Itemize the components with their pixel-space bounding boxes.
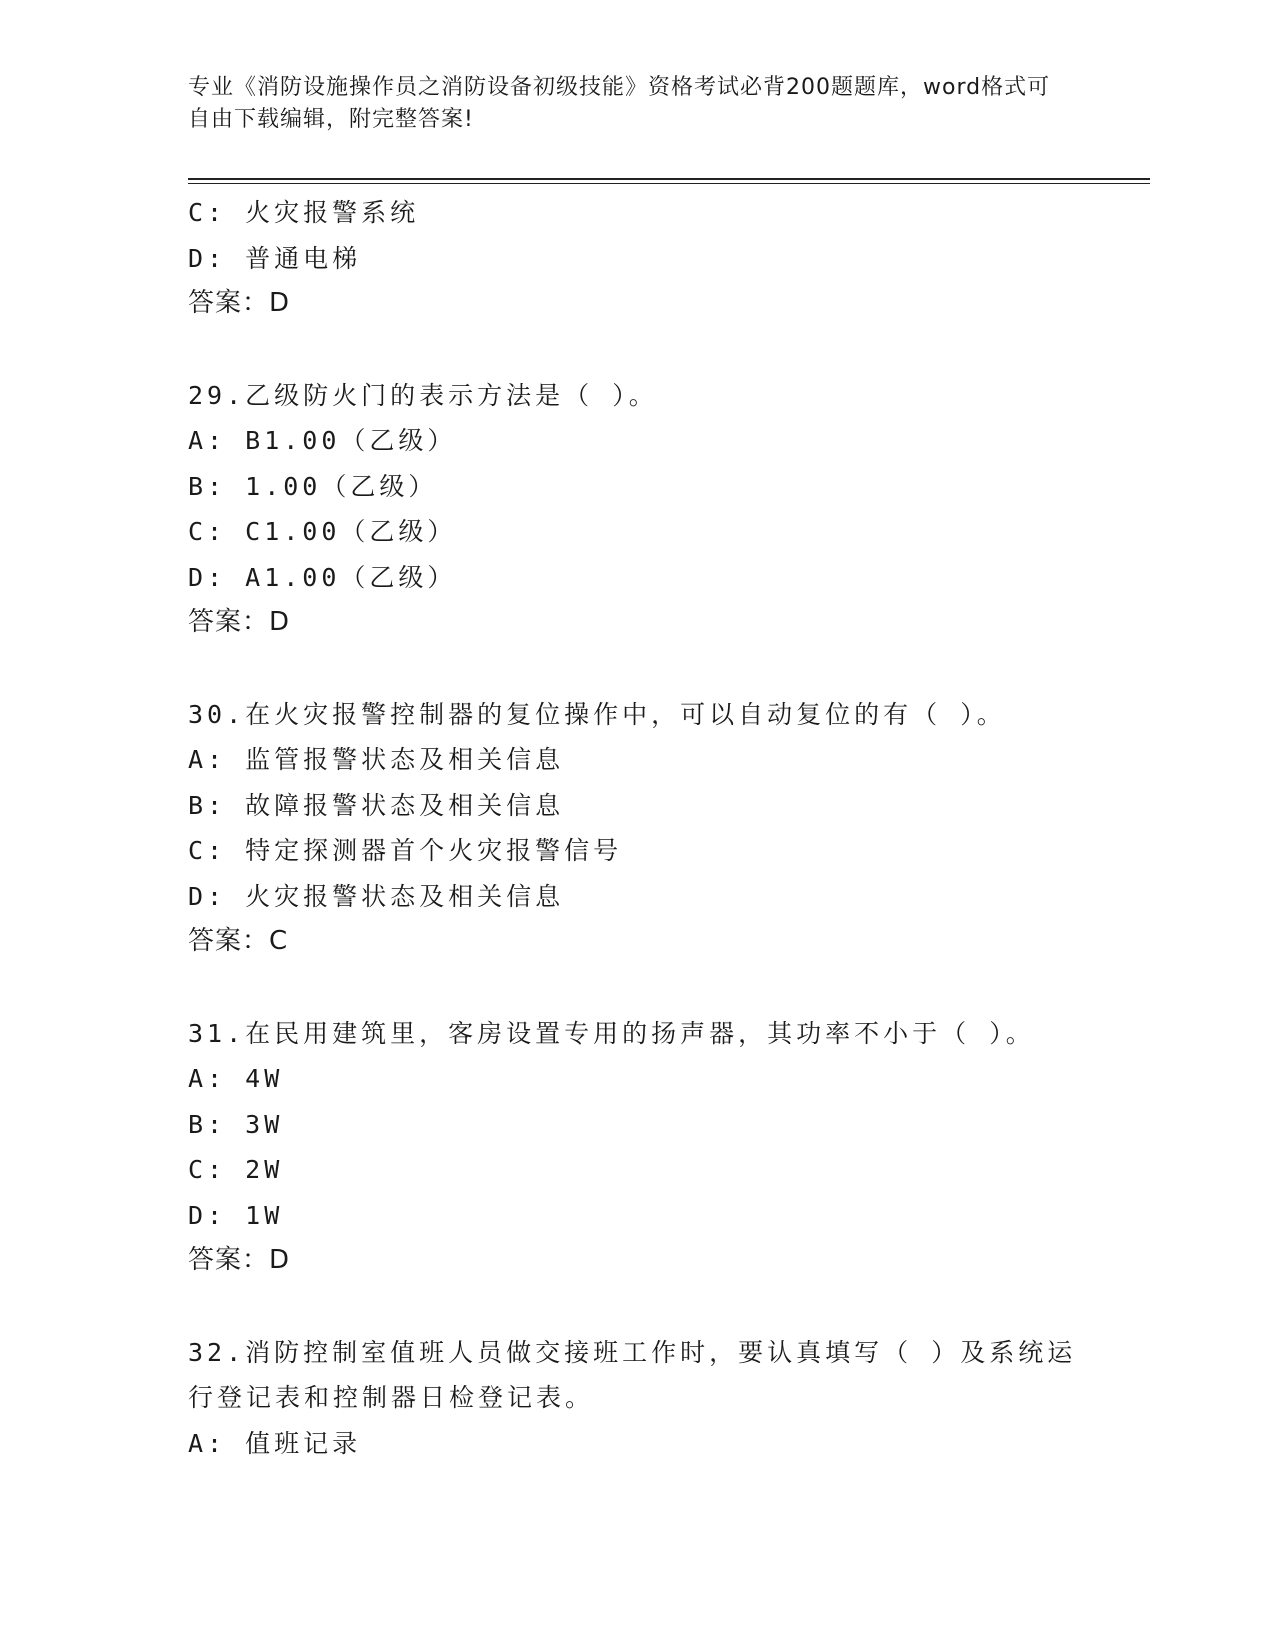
question-list bbox=[188, 190, 1088, 1466]
document-header: 专业《消防设施操作员之消防设备初级技能》资格考试必背200题题库，word格式可自由下载编辑，附完整答案! bbox=[188, 75, 1051, 132]
question-title-line-2: 行登记表和控制器日检登记表。 bbox=[188, 1383, 595, 1412]
option-c: C: C1.00（乙级） bbox=[188, 517, 457, 546]
question-29 bbox=[188, 373, 1088, 646]
answer-line: 答案：C bbox=[188, 926, 289, 956]
option-d: D: 普通电梯 bbox=[188, 243, 362, 273]
option-a: A: 监管报警状态及相关信息 bbox=[188, 745, 565, 774]
option-b: B: 故障报警状态及相关信息 bbox=[188, 790, 565, 820]
question-title: 30.在火灾报警控制器的复位操作中，可以自动复位的有（ ）。 bbox=[188, 699, 1006, 729]
option-b: B: 3W bbox=[188, 1109, 284, 1139]
option-d: D: 火灾报警状态及相关信息 bbox=[188, 881, 565, 911]
question-title-line-1: 32.消防控制室值班人员做交接班工作时，要认真填写（ ）及系统运 bbox=[188, 1337, 1077, 1367]
answer-line: 答案：D bbox=[188, 607, 291, 637]
answer-line: 答案：D bbox=[188, 1245, 291, 1275]
question-30 bbox=[188, 692, 1088, 965]
option-d: D: 1W bbox=[188, 1200, 284, 1230]
option-a: A: 4W bbox=[188, 1064, 284, 1093]
question-31 bbox=[188, 1011, 1088, 1284]
option-c: C: 火灾报警系统 bbox=[188, 198, 420, 227]
option-a: A: 值班记录 bbox=[188, 1428, 362, 1458]
question-title: 31.在民用建筑里，客房设置专用的扬声器，其功率不小于（ ）。 bbox=[188, 1018, 1035, 1048]
option-a: A: B1.00（乙级） bbox=[188, 426, 457, 455]
question-28 bbox=[188, 190, 1088, 327]
header-divider-thick bbox=[188, 178, 1150, 180]
option-d: D: A1.00（乙级） bbox=[188, 562, 457, 592]
header-divider-thin bbox=[188, 183, 1150, 184]
option-c: C: 特定探测器首个火灾报警信号 bbox=[188, 836, 623, 865]
option-b: B: 1.00（乙级） bbox=[188, 471, 438, 501]
option-c: C: 2W bbox=[188, 1155, 284, 1184]
question-32 bbox=[188, 1330, 1088, 1467]
answer-line: 答案：D bbox=[188, 288, 291, 318]
question-title: 29.乙级防火门的表示方法是（ ）。 bbox=[188, 380, 658, 410]
